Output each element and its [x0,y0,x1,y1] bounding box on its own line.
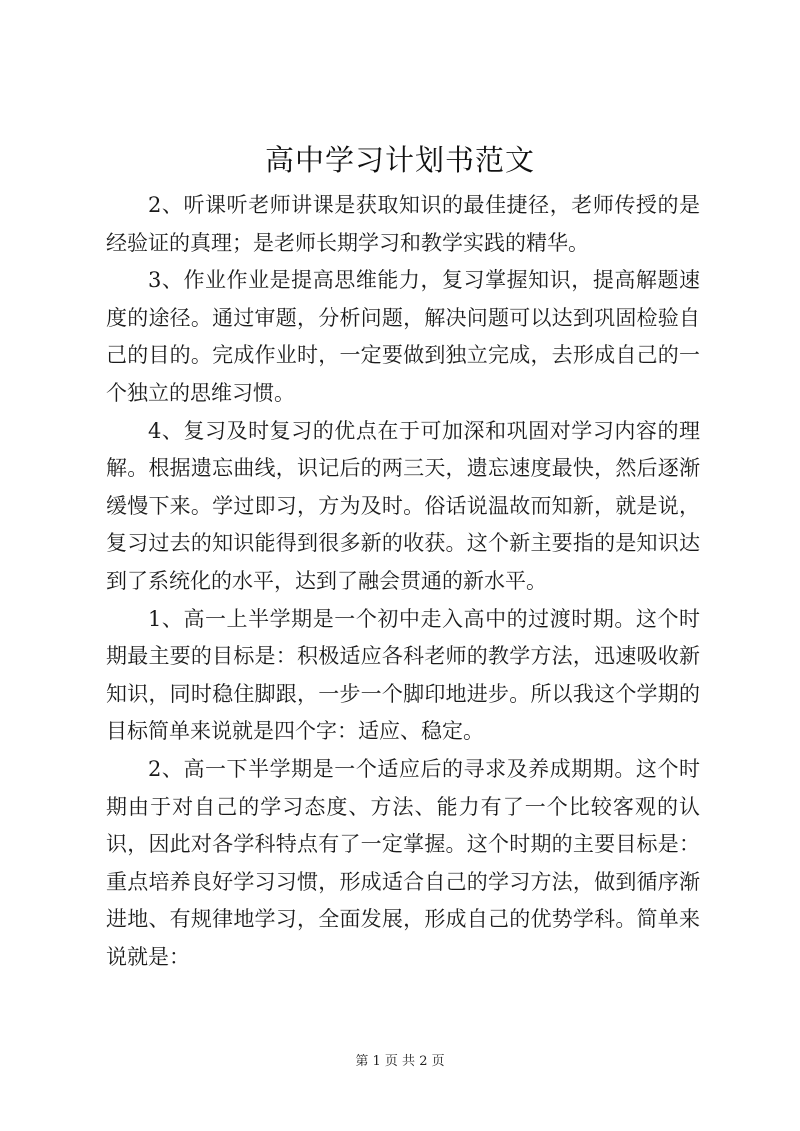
paragraph: 2、高一下半学期是一个适应后的寻求及养成期期。这个时期由于对自己的学习态度、方法、能力有了一个比较客观的认识，因此对各学科特点有了一定掌握。这个时期的主要目标是：重点培养良好学习习惯，形成适合自己的学习方法，做到循序渐进地、有规律地学习，全面发展，形成自己的优势学科。简单来说就是： [106,756,700,969]
document-body [106,187,700,976]
paragraph: 3、作业作业是提高思维能力，复习掌握知识，提高解题速度的途径。通过审题，分析问题，解决问题可以达到巩固检验自己的目的。完成作业时，一定要做到独立完成，去形成自己的一个独立的思维习惯。 [106,268,700,405]
paragraph: 2、听课听老师讲课是获取知识的最佳捷径，老师传授的是经验证的真理；是老师长期学习和教学实践的精华。 [106,193,700,255]
document-title: 高中学习计划书范文 [264,143,535,177]
page-footer: 第 1 页 共 2 页 [355,1054,445,1069]
paragraph: 1、高一上半学期是一个初中走入高中的过渡时期。这个时期最主要的目标是：积极适应各科老师的教学方法，迅速吸收新知识，同时稳住脚跟，一步一个脚印地进步。所以我这个学期的目标简单来说就是四个字：适应、稳定。 [106,606,700,744]
paragraph: 4、复习及时复习的优点在于可加深和巩固对学习内容的理解。根据遗忘曲线，识记后的两三天，遗忘速度最快，然后逐渐缓慢下来。学过即习，方为及时。俗话说温故而知新，就是说，复习过去的知识能得到很多新的收获。这个新主要指的是知识达到了系统化的水平，达到了融会贯通的新水平。 [106,418,700,593]
